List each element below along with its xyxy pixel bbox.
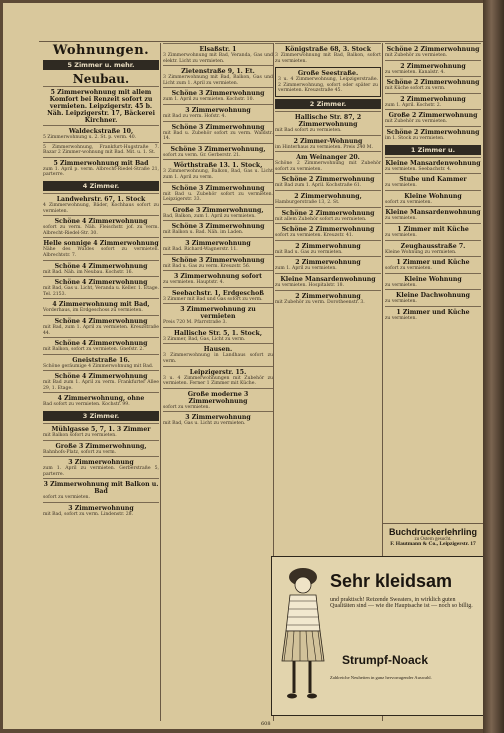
classified-ad xyxy=(163,87,273,104)
ad-text: Schöne geräumige 4 Zimmerwohnung mit Bad. xyxy=(43,363,154,369)
page-number: 608 xyxy=(261,721,271,727)
ad-text: mit Bad, sofort zu verm. Lindenstr. 28. xyxy=(43,512,134,518)
ad-text: zu vermieten. xyxy=(385,232,417,238)
classified-ad xyxy=(163,303,273,327)
classified-ad xyxy=(43,392,159,409)
ad-text: mit Bad, Gas u. Licht zu vermieten. xyxy=(163,421,246,427)
ad-text: 3 u. 4 Zimmerwohnung, Leipzigerstraße. 2 Zimmerwohnung, sofort oder später zu vermieten. Kreuzstraße 45. xyxy=(278,77,378,94)
classified-ad xyxy=(163,43,273,65)
ad-text: Kleine Wohnung zu vermieten. xyxy=(385,249,457,255)
ad-text: im Hinterhaus zu vermieten. Preis 240 M. xyxy=(275,144,373,150)
ad-text: mit Bad. Näh. im Neubau. Kochstr. 16. xyxy=(43,269,134,275)
ad-heading: Schöne 2 Zimmerwohnung xyxy=(281,209,375,217)
ad-text: 3 Zimmer mit Bad und Gas sofort zu verm. xyxy=(163,296,263,302)
apprentice-heading: Buchdruckerlehrling xyxy=(388,527,478,537)
sweater-advertisement xyxy=(271,556,483,716)
ad-heading: Schöne 4 Zimmerwohnung xyxy=(54,279,148,287)
sweater-headline: Sehr kleidsam xyxy=(330,571,453,591)
classified-ad xyxy=(163,204,273,221)
section-title: Wohnungen. xyxy=(52,43,150,58)
ad-heading: 1 Zimmer und Küche xyxy=(396,259,470,267)
ad-heading: Große 2 Zimmerwohnung xyxy=(388,112,478,120)
column-1 xyxy=(43,43,159,723)
ad-text: 5 Zimmerwohnung, Frankfurt-Hugstraße 7. Bazar 2 Zimmer-wohnung mit Bad. Mit. u. 1. St. xyxy=(43,144,159,156)
classified-ad xyxy=(43,354,159,371)
ad-heading: 3 Zimmerwohnung xyxy=(68,505,134,513)
classified-ad xyxy=(163,411,273,428)
classified-ad xyxy=(163,237,273,254)
ad-heading: 3 Zimmerwohnung xyxy=(185,414,251,422)
ad-heading: Kleine Wohnung xyxy=(404,192,462,200)
ad-heading: Seebachstr. 1, Erdgeschoß xyxy=(171,289,265,297)
ad-heading: Landwehrstr. 67, 1. Stock xyxy=(56,195,146,203)
ad-heading: 4 Zimmerwohnung mit Bad, xyxy=(52,301,150,309)
ad-text: zu vermieten. Hospitalstr. 18. xyxy=(275,282,345,288)
ad-text: mit allem Zubehör sofort zu vermieten. xyxy=(275,216,367,222)
ad-heading: Waldeckstraße 10, xyxy=(68,128,134,135)
ad-text: mit Bad zum 1. April. Kochstraße 61. xyxy=(275,183,362,189)
classified-ad xyxy=(385,240,481,257)
ad-text: 3 Zimmerwohnung mit Bad, Balkon, Gas und Licht zum 1. April zu vermieten. xyxy=(163,75,273,86)
classified-ad xyxy=(385,60,481,77)
ad-heading: Zietenstraße 9, 1. Et. xyxy=(181,68,255,76)
ad-heading: Schöne 2 Zimmerwohnung xyxy=(386,46,480,53)
ad-heading: Schöne 2 Zimmerwohnung xyxy=(386,79,480,87)
ad-heading: 5 Zimmerwohnung mit allem Komfort bei Renzeit sofort zu vermieten. Leipzigerstr. 45 b. Näh. Leipzigerstr. 17, Bäckerei Kirchner. xyxy=(47,89,155,124)
ad-text: sofort zu verm. Gr. Gerberstr. 21. xyxy=(163,152,241,158)
classified-ad xyxy=(163,287,273,304)
ad-text: Bahnhofs-Platz, sofort zu verm. xyxy=(43,449,117,455)
classified-ad xyxy=(163,270,273,287)
ad-heading: Elsaßstr. 1 xyxy=(199,46,237,53)
neubau-heading: Neubau. xyxy=(72,72,130,86)
classified-ad xyxy=(275,151,381,173)
column-2 xyxy=(163,43,273,723)
ad-heading: Mühlgasse 5, 7, 1. 3 Zimmer xyxy=(51,426,151,434)
classified-ad xyxy=(385,157,481,174)
ad-text: zu vermieten. xyxy=(385,282,417,288)
ad-text: mit Bad zum 1. April zu verm. Frankfurter Allee 29, 1. Etage. xyxy=(43,380,159,391)
newspaper-page xyxy=(3,3,483,729)
ad-text: mit Bad u. Zubehör sofort zu vermieten. Leipzigerstr. 33. xyxy=(163,191,273,203)
ad-heading: 2 Zimmerwohnung xyxy=(400,95,466,103)
classified-ad xyxy=(43,142,159,157)
ad-text: mit Bad u. Gas zu verm. Kreuzstr. 56. xyxy=(163,263,251,269)
ad-heading: Wörthstraße 13. 1. Stock, xyxy=(173,162,263,170)
classified-ad xyxy=(385,306,481,323)
ad-heading: Schöne 2 Zimmerwohnung xyxy=(281,176,375,184)
ad-text: sofort zu vermieten. xyxy=(385,199,432,205)
ad-text: 4 Zimmerwohnung, Bäder, Kochhaus sofort zu vermieten. xyxy=(43,202,159,214)
ad-heading: 3 Zimmerwohnung sofort xyxy=(173,273,263,281)
ad-heading: Große moderne 3 Zimmerwohnung xyxy=(187,390,249,405)
ad-heading: Zeughausstraße 7. xyxy=(400,242,466,250)
classified-ad xyxy=(275,256,381,273)
ad-heading: 2 Zimmerwohnung xyxy=(295,242,361,250)
section-band: 3 Zimmer. xyxy=(43,411,159,421)
classified-ad xyxy=(385,43,481,60)
ad-text: zu vermieten. xyxy=(385,183,417,189)
ad-heading: Schöne 3 Zimmerwohnung xyxy=(171,184,265,192)
classified-ad xyxy=(385,256,481,273)
classified-ad xyxy=(43,478,159,502)
section-band: 4 Zimmer. xyxy=(43,181,159,191)
ad-text: zum 1. April. Kochstr. 2. xyxy=(385,102,442,108)
ad-heading: Am Weinanger 20. xyxy=(296,154,360,162)
classified-ad xyxy=(385,76,481,93)
ad-text: 3 Zimmerwohnung, Balkon, Bad, Gas u. Licht zum 1. April zu verm. xyxy=(163,169,273,180)
classified-ad xyxy=(275,207,381,224)
ad-text: Vorderhaus, im Erdgeschoss zu vermieten. xyxy=(43,308,143,314)
ad-heading: 3 Zimmerwohnung xyxy=(68,459,134,467)
ad-text: zu vermieten. xyxy=(385,216,417,222)
ad-heading: Schöne 3 Zimmerwohnung, xyxy=(170,145,266,153)
shop-name: Strumpf-Noack xyxy=(342,653,429,667)
section-band: 5 Zimmer u. mehr. xyxy=(43,60,159,70)
classified-ad xyxy=(43,193,159,215)
ad-text: mit Zubehör zu verm. Dorotheenstr. 3. xyxy=(275,299,365,305)
classified-ad xyxy=(163,388,273,412)
ad-text: mit Bad, zum 1. April zu vermieten. Kreuzstraße 44. xyxy=(43,324,159,336)
classified-ad xyxy=(275,240,381,257)
ad-heading: 3 Zimmerwohnung zu vermieten xyxy=(180,306,256,321)
ad-heading: 4 Zimmerwohnung, ohne xyxy=(57,395,145,403)
ad-heading: 3 Zimmerwohnung mit Balkon u. Bad xyxy=(43,481,159,496)
classified-ad xyxy=(275,43,381,65)
ad-text: mit Bad u. Gas zu vermieten. xyxy=(275,249,343,255)
ad-text: 3 u. 4 Zimmerwohnungen mit Zubehör zu vermieten. Ferner 1 Zimmer mit Küche. xyxy=(163,375,273,387)
ad-heading: Schöne 4 Zimmerwohnung xyxy=(54,317,148,325)
sweater-body: und praktisch! Reizende Sweaters, in wirklich guten Qualitäten sind — wie die Hauptsache ist — noch so billig. xyxy=(330,597,473,609)
ad-heading: 2 Zimmerwohnung xyxy=(295,292,361,300)
classified-ad xyxy=(43,456,159,478)
ad-text: mit Zubehör zu vermieten. xyxy=(385,53,448,58)
ad-text: Schöne 2 Zimmerwohnung mit Zubehör sofort zu vermieten. xyxy=(275,161,381,172)
ad-text: sofort zu verm. Näh. Fleischstr. jof. zu verm. Albrecht-Riedel-Str. 30. xyxy=(43,225,159,236)
ad-heading: Schöne 4 Zimmerwohnung xyxy=(54,218,148,226)
section-band: 2 Zimmer. xyxy=(275,99,381,109)
ad-heading: Große 3 Zimmerwohnung, xyxy=(172,206,264,214)
classified-ad xyxy=(43,237,159,259)
ad-text: mit Küche sofort zu verm. xyxy=(385,86,446,92)
ad-heading: Hallische Str. 87, 2 Zimmerwohnung xyxy=(294,113,362,128)
ad-list xyxy=(275,111,381,306)
column-4 xyxy=(385,43,481,514)
ad-list xyxy=(385,43,481,143)
ad-heading: Helle sonnige 4 Zimmerwohnung xyxy=(43,240,159,248)
ad-text: mit Bad, Gas u. Licht, Veranda u. Keller. 1. Etage. Tel. 2153. xyxy=(43,286,159,297)
ad-text: im 1. Stock zu vermieten. xyxy=(385,135,445,141)
classified-ad xyxy=(385,206,481,223)
ad-text: mit Bad u. Zubehör sofort zu verm. Waldstr. 14. xyxy=(163,130,273,142)
classified-ad xyxy=(163,327,273,344)
classified-ad xyxy=(43,440,159,457)
classified-ad xyxy=(163,104,273,121)
ad-heading: Schöne 3 Zimmerwohnung xyxy=(171,123,265,131)
ad-heading: Königstraße 68, 3. Stock xyxy=(285,46,371,53)
classified-ad xyxy=(385,126,481,143)
classified-ad xyxy=(43,337,159,354)
ad-text: sofort zu vermieten. Kreuzstr. 41. xyxy=(275,233,354,239)
ad-text: Preis 720 M. Pfarrstraße 3. xyxy=(163,320,227,326)
ad-heading: Hausen. xyxy=(203,346,233,354)
classified-ad xyxy=(163,143,273,160)
column-3 xyxy=(275,43,381,547)
classified-ad xyxy=(275,135,381,152)
ad-list xyxy=(275,43,381,65)
classified-ad xyxy=(275,111,381,135)
ad-heading: 2 Zimmerwohnung xyxy=(400,62,466,70)
ad-heading: Gneiststraße 16. xyxy=(72,356,130,364)
firm-line: F. Hautmann & Co., Leipzigerstr. 17 xyxy=(390,541,476,547)
ad-heading: Schöne 4 Zimmerwohnung xyxy=(54,373,148,381)
classified-ad xyxy=(385,273,481,290)
classified-ad xyxy=(385,190,481,207)
classified-ad xyxy=(385,173,481,190)
ad-text: 3 Zimmerwohnung mit Bad, Balkon, sofort zu vermieten. xyxy=(275,53,381,64)
classified-ad xyxy=(163,121,273,143)
ad-text: mit Balkon, sofort zu vermieten. Gnefstr. 2. xyxy=(43,347,144,353)
book-edge xyxy=(483,0,504,733)
ad-text: 5 Zimmerwohnung u. 2. St. p. verm. 40. xyxy=(43,135,137,140)
ad-text: mit Balkon sofort zu vermieten. xyxy=(43,433,117,439)
ad-heading: 2 Zimmerwohnung, xyxy=(294,192,362,200)
ad-heading: Große Seestraße. xyxy=(297,70,359,78)
classified-ad xyxy=(385,109,481,126)
classified-ad xyxy=(163,65,273,87)
classified-ad xyxy=(385,93,481,110)
column-rule xyxy=(160,43,161,721)
classified-ad xyxy=(43,86,159,125)
ad-text: zum 1. April zu vermieten. Gerberstraße 5, parterre. xyxy=(43,466,159,477)
ad-heading: Schöne 2 Zimmerwohnung xyxy=(281,226,375,234)
classified-ad xyxy=(275,223,381,240)
ad-heading: 5 Zimmerwohnung mit Bad xyxy=(53,159,149,167)
ad-text: zu vermieten. xyxy=(385,315,417,321)
classified-ad xyxy=(163,159,273,181)
ad-heading: Kleine Dachwohnung xyxy=(395,292,471,300)
classified-ad xyxy=(43,125,159,142)
classified-ad xyxy=(43,423,159,440)
classified-ad xyxy=(275,67,381,97)
top-rule xyxy=(39,41,483,42)
ad-heading: Kleine Mansardenwohnung xyxy=(280,275,376,283)
ad-text: mit Zubehör zu vermieten. xyxy=(385,119,448,125)
ad-list xyxy=(43,193,159,409)
ad-heading: 1 Zimmer und Küche xyxy=(396,308,470,316)
classified-ad xyxy=(43,215,159,237)
ad-heading: Schöne 3 Zimmerwohnung xyxy=(171,256,265,264)
classified-ad xyxy=(43,502,159,519)
ad-text: 3 Zimmerwohnung mit Bad, Veranda, Gas und elektr. Licht zu vermieten. xyxy=(163,53,273,64)
ad-heading: Leipzigerstr. 15. xyxy=(189,368,247,376)
ad-heading: Kleine Wohnung xyxy=(404,275,462,283)
ad-text: zum 1. April zu vermieten. xyxy=(275,266,337,272)
classified-ad xyxy=(43,260,159,277)
classified-ad xyxy=(275,273,381,290)
ad-heading: 3 Zimmerwohnung xyxy=(185,106,251,114)
ad-list xyxy=(43,423,159,519)
ad-text: mit Bad sofort zu vermieten. xyxy=(275,127,342,133)
boxed-ad-list xyxy=(275,67,381,97)
classified-ad xyxy=(163,343,273,365)
ad-text: mit Balkon u. Bad. Näh. im Laden. xyxy=(163,230,244,236)
ad-heading: Schöne 3 Zimmerwohnung xyxy=(171,223,265,231)
ad-text: Bad, Balkon, zum 1. April zu vermieten. xyxy=(163,213,256,219)
classified-ad xyxy=(43,370,159,392)
ad-text: sofort zu vermieten. xyxy=(385,266,432,272)
apprentice-text: zu Ostern gesucht. xyxy=(414,537,452,542)
classified-ad xyxy=(43,298,159,315)
shop-details: Zahlreiche Neuheiten in ganz hervorragender Auswahl. xyxy=(330,675,432,680)
classified-ad xyxy=(43,157,159,179)
apprentice-ad xyxy=(383,523,483,556)
ad-text: Nähe des Waldes sofort zu vermieten. Albrechtstr. 7. xyxy=(43,247,159,258)
ad-heading: Kleine Mansardenwohnung xyxy=(385,209,481,217)
ad-text: zu vermieten. Seebachstr. 4. xyxy=(385,166,452,172)
ad-heading: Schöne 4 Zimmerwohnung xyxy=(54,262,148,270)
ad-heading: 3 Zimmerwohnung xyxy=(185,239,251,247)
classified-ad xyxy=(275,290,381,307)
ad-text: sofort zu vermieten. xyxy=(163,404,210,410)
classified-ad xyxy=(385,223,481,240)
classified-ad xyxy=(43,276,159,298)
ad-text: Hamburgerstraße 13, 2. St. xyxy=(275,199,340,205)
ad-text: 3 Zimmer, Bad, Gas, Licht zu verm. xyxy=(163,336,246,342)
ad-heading: Kleine Mansardenwohnung xyxy=(385,159,481,167)
ad-text: zu vermieten. Kanalstr. 4. xyxy=(385,69,445,75)
ad-text: zu vermieten. xyxy=(385,299,417,305)
classified-ad xyxy=(163,182,273,204)
ad-heading: Schöne 4 Zimmerwohnung xyxy=(54,340,148,348)
classified-ad xyxy=(275,173,381,190)
ad-text: zu vermieten. Hauptstr. 4. xyxy=(163,280,225,286)
ad-heading: Hallische Str. 5, 1. Stock, xyxy=(174,329,262,337)
ad-text: zum 1. April zu vermieten. Kochstr. 10. xyxy=(163,97,254,103)
ad-heading: 2 Zimmer-Wohnung xyxy=(293,137,363,145)
section-band: 1 Zimmer u. xyxy=(385,145,481,155)
ad-heading: 1 Zimmer mit Küche xyxy=(397,225,469,233)
ad-text: 3 Zimmerwohnung in Landhaus sofort zu verm. xyxy=(163,353,273,365)
ad-text: mit Bad zu verm. Hofstr. 4. xyxy=(163,113,226,119)
classified-ad xyxy=(275,190,381,207)
ad-text: zum 1. April p. verm. Albrecht-Riedel-Straße 21, parterre. xyxy=(43,166,159,178)
classified-ad xyxy=(43,315,159,337)
ad-text: sofort zu vermieten. xyxy=(43,495,90,501)
ad-text: Bad sofort zu vermieten. Kochstr. 99. xyxy=(43,402,130,408)
ad-list xyxy=(385,157,481,323)
classified-ad xyxy=(163,220,273,237)
girl-illustration-icon xyxy=(276,561,330,711)
ad-heading: Schöne 2 Zimmerwohnung xyxy=(386,128,480,136)
ad-heading: 2 Zimmerwohnung xyxy=(295,259,361,267)
ad-list xyxy=(163,43,273,428)
ad-text: mit Bad. Richard-Wagnerstr. 11. xyxy=(163,246,238,252)
ad-list xyxy=(43,86,159,179)
classified-ad xyxy=(385,289,481,306)
classified-ad xyxy=(163,254,273,271)
ad-heading: Schöne 3 Zimmerwohnung xyxy=(171,90,265,98)
classified-ad xyxy=(163,366,273,388)
ad-heading: Große 3 Zimmerwohnung, xyxy=(55,442,147,450)
ad-heading: Stube und Kammer xyxy=(399,176,467,184)
